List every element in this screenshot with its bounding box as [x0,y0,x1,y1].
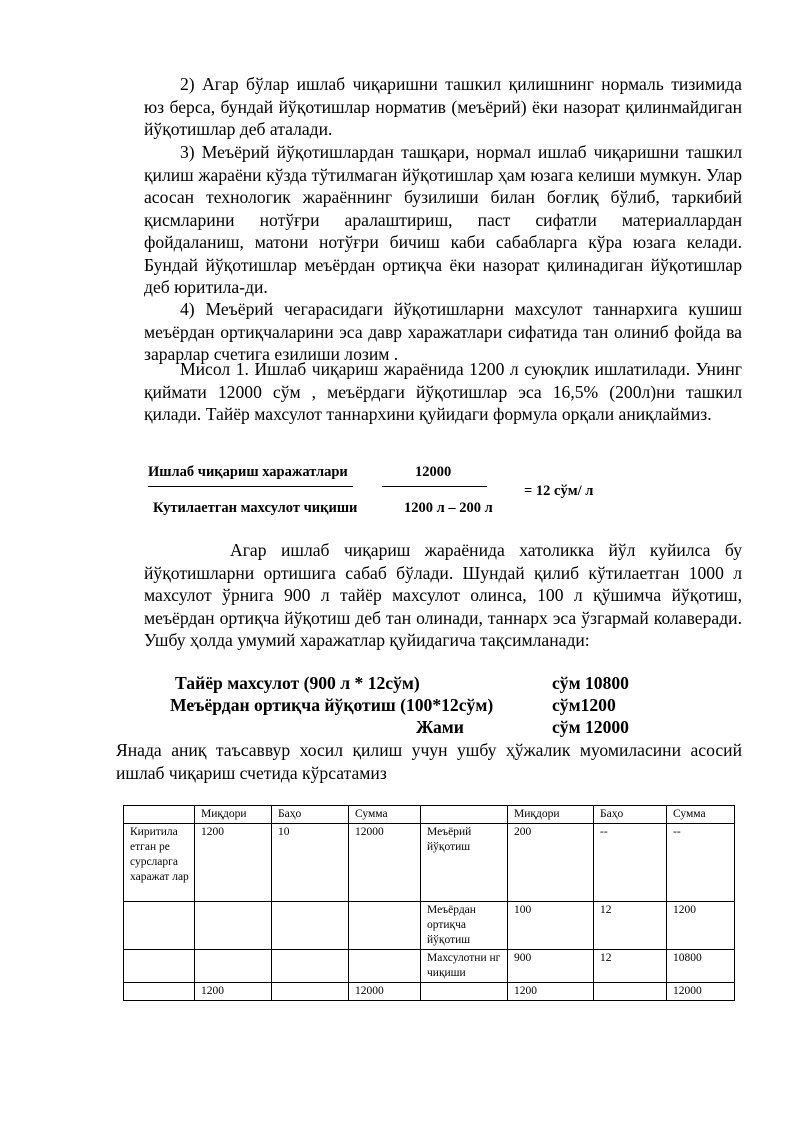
table-cell [272,950,349,983]
table-cell: 100 [508,902,594,950]
table-cell: 12 [594,950,667,983]
paragraph-2-text: 2) Агар бўлар ишлаб чиқаришни ташкил қилишнинг нормаль тизимида юз берса, бундай йўқотишлар норматив (меъёрий) ёки назорат қилинмайдиган йўқотишлар деб аталади. [144,74,742,139]
table-total-row [124,983,735,1001]
table-cell: -- [594,824,667,902]
table-cell: -- [667,824,735,902]
summary-total-value: сўм 12000 [552,717,629,737]
table-cell: Меъёрдан ортиқча йўқотиш [421,902,508,950]
summary-row2-value: сўм1200 [552,695,616,715]
table-cell [272,983,349,1001]
summary-total-label: Жами [416,717,464,737]
error-text: Агар ишлаб чиқариш жараёнида хатоликка йўл куйилса бу йўқотишларни ортишига сабаб бўлади. Шундай қилиб кўтилаетган 1000 л махсулот ўрнига 900 л тайёр махсулот олинса, 100 л қўшимча йўқотиш, меъёрдан ортиқча йўқотиш деб тан олинади, таннарх эса ўзгармай колаверади. Ушбу ҳолда умумий харажатлар қуйидагича тақсимланади: [144,540,742,650]
table-cell: 200 [508,824,594,902]
table-header-cell: Сумма [667,806,735,824]
formula-numerator-value: 12000 [415,464,452,480]
summary-row2-label: Меъёрдан ортиқча йўқотиш (100*12сўм) [170,695,494,715]
example-text: Мисол 1. Ишлаб чиқариш жараёнида 1200 л суюқлик ишлатилади. Унинг қиймати 12000 сўм , меъёрдаги йўқотишлар эса 16,5% (200л)ни ташкил қилади. Тайёр махсулот таннархини қуйидаги формула орқали аниқлаймиз. [144,359,742,424]
table-cell: Меъёрий йўқотиш [421,824,508,902]
closing-paragraph: Янада аниқ таъсаввур хосил қилиш учун ушбу ҳўжалик муомиласини асосий ишлаб чиқариш счетида кўрсатамиз [116,740,742,783]
table-cell: 1200 [195,983,272,1001]
table-cell: 1200 [195,824,272,902]
paragraph-4 [144,298,742,366]
paragraph-3 [144,141,742,299]
table-cell [349,950,421,983]
table-cell [349,902,421,950]
table-header-row [124,806,735,824]
example-paragraph [144,358,742,426]
summary-row1-label: Тайёр махсулот (900 л * 12сўм) [175,673,420,693]
table-cell: 10 [272,824,349,902]
table-cell [124,902,195,950]
table-cell: Киритила етган ре сурсларга харажат лар [124,824,195,902]
table-header-cell: Сумма [349,806,421,824]
table-cell: Махсулотни нг чиқиши [421,950,508,983]
table-cell: 12000 [667,983,735,1001]
table-cell [272,902,349,950]
table-header-cell [421,806,508,824]
formula-denominator-value: 1200 л – 200 л [404,500,493,516]
account-table [123,805,735,1001]
table-cell: 12000 [349,824,421,902]
table-cell [195,902,272,950]
table-header-cell: Баҳо [594,806,667,824]
table-row [124,824,735,902]
error-paragraph [144,539,742,652]
table-cell: 10800 [667,950,735,983]
formula-fraction-line-left [148,486,353,487]
formula-denominator-label: Кутилаетган махсулот чиқиши [153,500,358,516]
formula-fraction-line-right [382,486,487,487]
formula-result: = 12 сўм/ л [524,483,594,499]
table-cell: 1200 [667,902,735,950]
table-cell [124,983,195,1001]
table-header-cell: Миқдори [508,806,594,824]
formula-numerator-label: Ишлаб чиқариш харажатлари [148,464,348,480]
table-header-cell: Миқдори [195,806,272,824]
table-cell: 12 [594,902,667,950]
table-row [124,902,735,950]
paragraph-3-text: 3) Меъёрий йўқотишлардан ташқари, нормал ишлаб чиқаришни ташкил қилиш жараёни кўзда тўтилмаган йўқотишлар ҳам юзага келиши мумкун. Улар асосан технологик жараённинг бузилиши билан боғлиқ бўлиб, таркибий қисмларини нотўғри аралаштириш, паст сифатли материаллардан фойдаланиш, матони нотўғри бичиш каби сабабларга кўра юзага келади. Бундай йўқотишлар меъёрдан ортиқча ёки назорат қилинадиган йўқотишлар деб юритила-ди. [144,142,742,297]
table-cell [124,950,195,983]
table-cell: 12000 [349,983,421,1001]
table-cell [195,950,272,983]
paragraph-2 [144,73,742,141]
table-cell [421,983,508,1001]
table-cell: 900 [508,950,594,983]
table-row [124,950,735,983]
table-cell [594,983,667,1001]
table-cell: 1200 [508,983,594,1001]
summary-row1-value: сўм 10800 [552,673,629,693]
paragraph-4-text: 4) Меъёрий чегарасидаги йўқотишларни махсулот таннархига кушиш меъёрдан ортиқчаларини эса давр харажатлари сифатида тан олиниб фойда ва зарарлар счетига езилиши лозим . [144,299,742,364]
table-header-cell: Баҳо [272,806,349,824]
table-header-cell [124,806,195,824]
